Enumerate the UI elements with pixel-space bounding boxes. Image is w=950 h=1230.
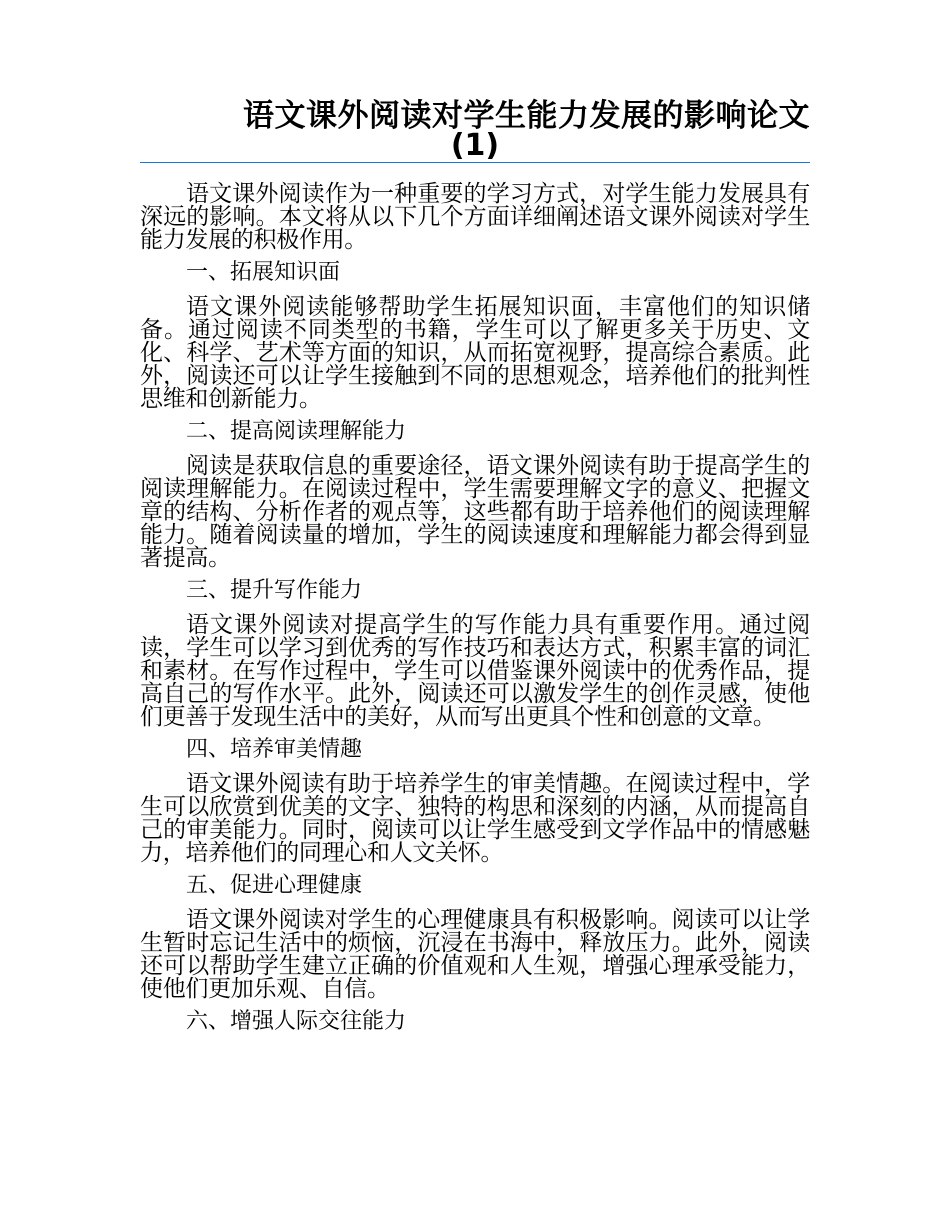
document-title: 语文课外阅读对学生能力发展的影响论文 [243,98,810,134]
section-heading-2: 二、提高阅读理解能力 [186,419,407,444]
section-heading-6: 六、增强人际交往能力 [186,1009,407,1034]
section-body-1: 语文课外阅读能够帮助学生拓展知识面，丰富他们的知识储备。通过阅读不同类型的书籍，学生可以了解更多关于历史、文化、科学、艺术等方面的知识，从而拓宽视野，提高综合素质。此外，阅读还可以让学生接触到不同的思想观念，培养他们的批判性思维和创新能力。 [140,294,810,412]
section-body-4: 语文课外阅读有助于培养学生的审美情趣。在阅读过程中，学生可以欣赏到优美的文字、独特的构思和深刻的内涵，从而提高自己的审美能力。同时，阅读可以让学生感受到文学作品中的情感魅力，培养他们的同理心和人文关怀。 [140,771,810,866]
document-subtitle: (1) [450,128,500,163]
intro-paragraph: 语文课外阅读作为一种重要的学习方式，对学生能力发展具有深远的影响。本文将从以下几个方面详细阐述语文课外阅读对学生能力发展的积极作用。 [140,181,810,253]
section-body-3: 语文课外阅读对提高学生的写作能力具有重要作用。通过阅读，学生可以学习到优秀的写作技巧和表达方式，积累丰富的词汇和素材。在写作过程中，学生可以借鉴课外阅读中的优秀作品，提高自己的写作水平。此外，阅读还可以激发学生的创作灵感，使他们更善于发现生活中的美好，从而写出更具个性和创意的文章。 [140,612,810,730]
title-block [140,100,810,162]
section-body-2: 阅读是获取信息的重要途径，语文课外阅读有助于提高学生的阅读理解能力。在阅读过程中，学生需要理解文字的意义、把握文章的结构、分析作者的观点等，这些都有助于培养他们的阅读理解能力。随着阅读量的增加，学生的阅读速度和理解能力都会得到显著提高。 [140,453,810,571]
section-heading-4: 四、培养审美情趣 [186,737,363,762]
section-heading-1: 一、拓展知识面 [186,260,341,285]
document-page [140,100,810,1045]
section-heading-5: 五、促进心理健康 [186,873,363,898]
section-body-5: 语文课外阅读对学生的心理健康具有积极影响。阅读可以让学生暂时忘记生活中的烦恼，沉浸在书海中，释放压力。此外，阅读还可以帮助学生建立正确的价值观和人生观，增强心理承受能力，使他们更加乐观、自信。 [140,907,810,1002]
section-heading-3: 三、提升写作能力 [186,578,363,603]
